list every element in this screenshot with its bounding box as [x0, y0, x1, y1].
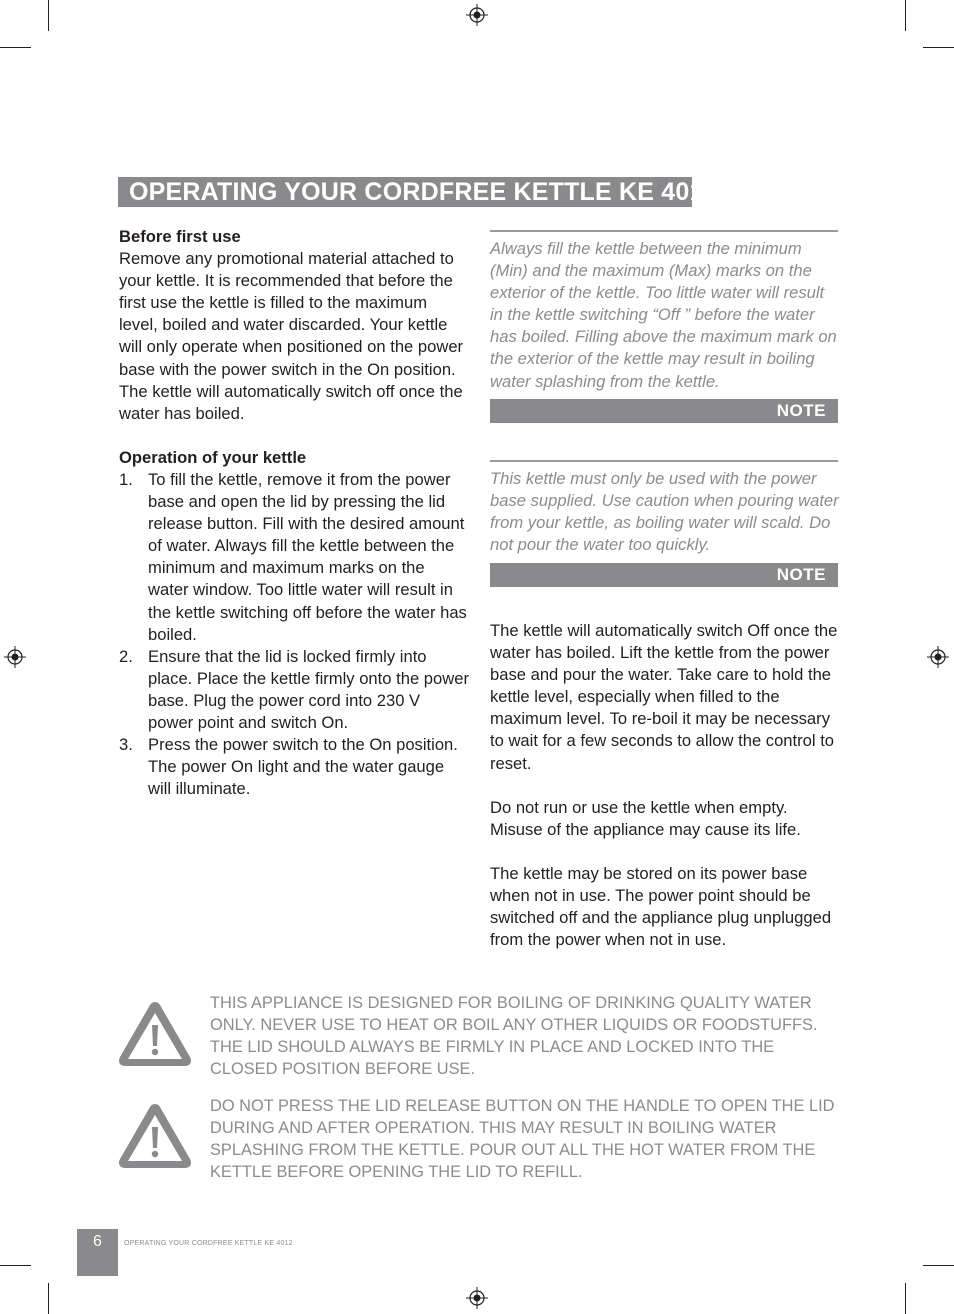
- operation-steps-list: [119, 469, 469, 800]
- running-title: OPERATING YOUR CORDFREE KETTLE KE 4012: [124, 1240, 293, 1247]
- page-number: 6: [77, 1229, 118, 1276]
- left-column: [119, 226, 469, 800]
- note-label: NOTE: [490, 399, 838, 423]
- crop-mark: [48, 1283, 49, 1314]
- registration-mark-icon: [466, 4, 488, 26]
- operation-heading: Operation of your kettle: [119, 447, 307, 467]
- step-number: 3.: [119, 735, 133, 755]
- body-paragraph: The kettle will automatically switch Off once the water has boiled. Lift the kettle from the power base and pour the water. Take care to hold the kettle level, especially when filled to the maximum level. To re-boil it may be necessary to wait for a few seconds to allow the control to reset.: [490, 621, 838, 773]
- crop-mark: [905, 1283, 906, 1314]
- before-first-use-heading: Before first use: [119, 227, 241, 246]
- warning-text: THIS APPLIANCE IS DESIGNED FOR BOILING OF DRINKING QUALITY WATER ONLY. NEVER USE TO HEAT OR BOIL ANY OTHER LIQUIDS OR FOODSTUFFS. THE LID SHOULD ALWAYS BE FIRMLY IN PLACE AND LOCKED INTO THE CLOSED POSITION BEFORE USE.: [210, 994, 818, 1079]
- note-divider: [490, 230, 838, 232]
- registration-mark-icon: [466, 1287, 488, 1309]
- warning-text: DO NOT PRESS THE LID RELEASE BUTTON ON THE HANDLE TO OPEN THE LID DURING AND AFTER OPERATION. THIS MAY RESULT IN BOILING WATER SPLASHING FROM THE KETTLE. POUR OUT ALL THE HOT WATER FROM THE KETTLE BEFORE OPENING THE LID TO REFILL.: [210, 1097, 835, 1182]
- warning-triangle-icon: [117, 1101, 193, 1169]
- list-item: [119, 734, 469, 800]
- warning-triangle-icon: [117, 999, 193, 1067]
- step-text: Ensure that the lid is locked firmly into place. Place the kettle firmly onto the power base. Plug the power cord into 230 V power point and switch On.: [148, 646, 469, 732]
- registration-mark-icon: [927, 646, 949, 668]
- body-paragraph: The kettle may be stored on its power base when not in use. The power point should be switched off and the appliance plug unplugged from the power when not in use.: [490, 864, 832, 950]
- page-title: OPERATING YOUR CORDFREE KETTLE KE 4012: [118, 177, 692, 207]
- note-text: Always fill the kettle between the minimum (Min) and the maximum (Max) marks on the exterior of the kettle. Too little water will result in the kettle switching “Off ” before the water has boiled. Filling above the maximum mark on the exterior of the kettle may result in boiling water splashing from the kettle.: [490, 239, 837, 391]
- note-label: NOTE: [490, 563, 838, 587]
- step-number: 1.: [119, 469, 133, 489]
- step-text: To fill the kettle, remove it from the power base and open the lid by pressing the lid release button. Fill with the desired amount of water. Always fill the kettle between the minimum and maximum marks on the water window. Too little water will result in the kettle switching off before the water has boiled.: [148, 469, 467, 644]
- crop-mark: [0, 1265, 31, 1266]
- before-first-use-text: Remove any promotional material attached to your kettle. It is recommended that before the first use the kettle is filled to the maximum level, boiled and water discarded. Your kettle will only operate when positioned on the power base with the power switch in the On position. The kettle will automatically switch off once the water has boiled.: [119, 249, 464, 423]
- step-text: Press the power switch to the On position. The power On light and the water gauge will illuminate.: [148, 735, 458, 799]
- body-paragraph: Do not run or use the kettle when empty. Misuse of the appliance may cause its life.: [490, 798, 801, 840]
- crop-mark: [0, 47, 31, 48]
- step-number: 2.: [119, 646, 133, 666]
- note-divider: [490, 460, 838, 462]
- crop-mark: [923, 1265, 954, 1266]
- crop-mark: [923, 47, 954, 48]
- list-item: [119, 646, 469, 734]
- note-text: This kettle must only be used with the power base supplied. Use caution when pouring water from your kettle, as boiling water will scald. Do not pour the water too quickly.: [490, 469, 839, 555]
- registration-mark-icon: [4, 646, 26, 668]
- crop-mark: [48, 0, 49, 31]
- list-item: [119, 469, 469, 646]
- crop-mark: [905, 0, 906, 31]
